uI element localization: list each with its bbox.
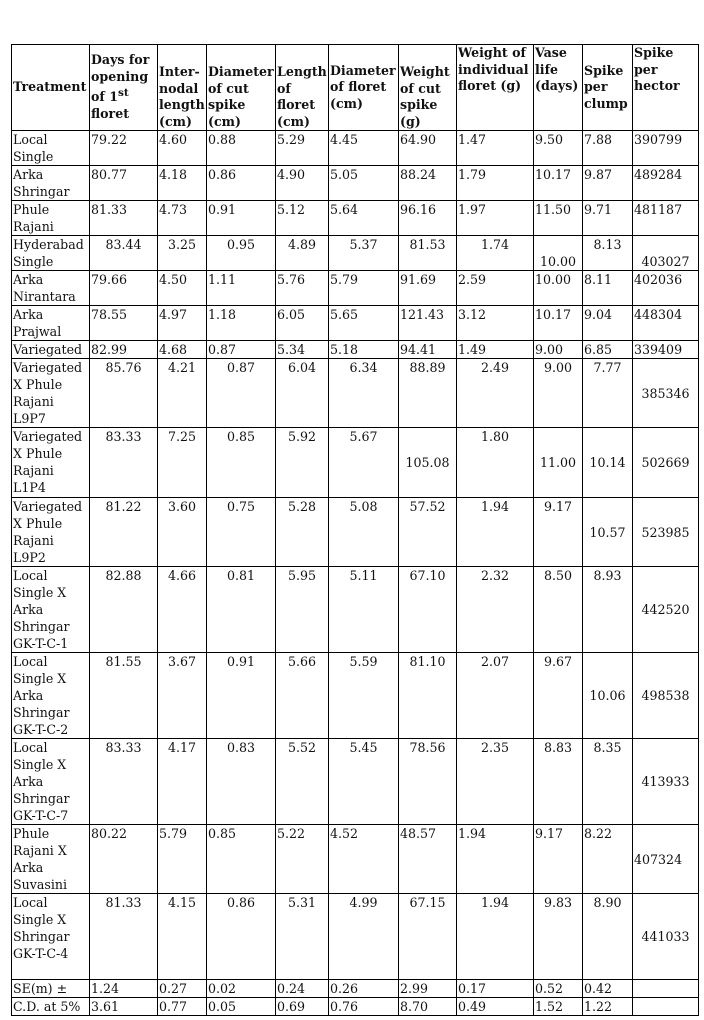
value-cell: 5.28 [276, 498, 329, 567]
value-cell: 1.97 [457, 201, 534, 236]
value-cell: 498538 [633, 653, 699, 739]
value-cell: 0.75 [207, 498, 276, 567]
value-cell: 67.10 [399, 567, 457, 653]
value-cell: 0.81 [207, 567, 276, 653]
value-cell: 8.90 [583, 894, 633, 980]
value-cell: 3.67 [158, 653, 207, 739]
treatment-cell: Arka Nirantara [12, 271, 90, 306]
value-cell: 9.83 [534, 894, 583, 980]
value-cell: 6.34 [329, 359, 399, 428]
value-cell: 5.64 [329, 201, 399, 236]
value-cell: 78.56 [399, 739, 457, 825]
value-cell: 1.24 [90, 980, 158, 998]
value-cell: 0.02 [207, 980, 276, 998]
value-cell: 9.50 [534, 131, 583, 166]
value-cell: 390799 [633, 131, 699, 166]
table-row [12, 739, 699, 825]
value-cell: 10.57 [583, 498, 633, 567]
value-cell: 0.91 [207, 653, 276, 739]
value-cell: 8.11 [583, 271, 633, 306]
value-cell: 9.67 [534, 653, 583, 739]
value-cell: 3.25 [158, 236, 207, 271]
value-cell: 5.31 [276, 894, 329, 980]
value-cell: 82.88 [90, 567, 158, 653]
value-cell: 6.85 [583, 341, 633, 359]
value-cell: 0.42 [583, 980, 633, 998]
value-cell: 1.52 [534, 998, 583, 1016]
value-cell: 407324 [633, 825, 699, 894]
treatment-cell: SE(m) ± [12, 980, 90, 998]
value-cell: 6.04 [276, 359, 329, 428]
value-cell: 9.17 [534, 825, 583, 894]
value-cell: 105.08 [399, 428, 457, 498]
treatment-cell: Arka Shringar [12, 166, 90, 201]
treatment-cell: Variegated X Phule Rajani L1P4 [12, 428, 90, 498]
value-cell: 9.04 [583, 306, 633, 341]
value-cell: 0.27 [158, 980, 207, 998]
value-cell: 5.65 [329, 306, 399, 341]
table-row [12, 131, 699, 166]
table-row [12, 271, 699, 306]
table-row [12, 567, 699, 653]
col-header-diameter-floret: Diameter of floret (cm) [329, 45, 399, 131]
value-cell: 11.50 [534, 201, 583, 236]
value-cell: 81.10 [399, 653, 457, 739]
col-header-days-opening [90, 45, 158, 131]
value-cell: 481187 [633, 201, 699, 236]
value-cell: 8.93 [583, 567, 633, 653]
value-cell: 9.17 [534, 498, 583, 567]
value-cell: 10.17 [534, 166, 583, 201]
col-header-diameter-spike: Diameter of cut spike (cm) [207, 45, 276, 131]
table-row [12, 306, 699, 341]
value-cell: 10.17 [534, 306, 583, 341]
table-row [12, 998, 699, 1016]
value-cell: 5.95 [276, 567, 329, 653]
value-cell: 10.14 [583, 428, 633, 498]
col-header-spike-clump: Spike per clump [583, 45, 633, 131]
value-cell: 5.45 [329, 739, 399, 825]
value-cell: 0.52 [534, 980, 583, 998]
value-cell: 4.73 [158, 201, 207, 236]
treatment-cell: Local Single X Shringar GK-T-C-4 [12, 894, 90, 980]
value-cell: 83.33 [90, 739, 158, 825]
table-row [12, 359, 699, 428]
col-header-vase-life: Vase life (days) [534, 45, 583, 131]
value-cell: 2.35 [457, 739, 534, 825]
value-cell: 8.35 [583, 739, 633, 825]
value-cell [633, 998, 699, 1016]
value-cell: 4.97 [158, 306, 207, 341]
value-cell: 1.11 [207, 271, 276, 306]
value-cell: 78.55 [90, 306, 158, 341]
treatment-cell: Phule Rajani [12, 201, 90, 236]
days-header-text: Days for opening of 1 [91, 52, 150, 105]
treatment-cell: C.D. at 5% [12, 998, 90, 1016]
value-cell: 441033 [633, 894, 699, 980]
value-cell: 4.60 [158, 131, 207, 166]
value-cell: 5.18 [329, 341, 399, 359]
value-cell: 0.86 [207, 894, 276, 980]
value-cell: 5.05 [329, 166, 399, 201]
value-cell: 4.66 [158, 567, 207, 653]
value-cell: 4.68 [158, 341, 207, 359]
days-header-tail: floret [91, 106, 130, 122]
value-cell: 81.22 [90, 498, 158, 567]
value-cell: 0.69 [276, 998, 329, 1016]
value-cell: 81.55 [90, 653, 158, 739]
value-cell: 8.70 [399, 998, 457, 1016]
treatment-cell: Arka Prajwal [12, 306, 90, 341]
value-cell: 4.52 [329, 825, 399, 894]
value-cell: 48.57 [399, 825, 457, 894]
col-header-treatment: Treatment [12, 45, 90, 131]
value-cell: 3.60 [158, 498, 207, 567]
value-cell: 1.47 [457, 131, 534, 166]
treatment-cell: Variegated [12, 341, 90, 359]
value-cell: 64.90 [399, 131, 457, 166]
value-cell: 88.24 [399, 166, 457, 201]
value-cell: 5.34 [276, 341, 329, 359]
value-cell: 0.95 [207, 236, 276, 271]
value-cell: 442520 [633, 567, 699, 653]
col-header-weight-floret: Weight of individual floret (g) [457, 45, 534, 131]
value-cell: 413933 [633, 739, 699, 825]
value-cell: 502669 [633, 428, 699, 498]
treatment-cell: Local Single X Arka Shringar GK-T-C-1 [12, 567, 90, 653]
value-cell: 79.66 [90, 271, 158, 306]
value-cell: 80.77 [90, 166, 158, 201]
value-cell: 79.22 [90, 131, 158, 166]
value-cell: 7.77 [583, 359, 633, 428]
value-cell: 0.87 [207, 359, 276, 428]
value-cell: 0.85 [207, 825, 276, 894]
treatment-cell: Local Single X Arka Shringar GK-T-C-7 [12, 739, 90, 825]
table-row [12, 166, 699, 201]
value-cell: 1.22 [583, 998, 633, 1016]
value-cell: 81.33 [90, 894, 158, 980]
value-cell: 10.00 [534, 271, 583, 306]
value-cell: 5.79 [329, 271, 399, 306]
value-cell: 4.90 [276, 166, 329, 201]
value-cell: 4.89 [276, 236, 329, 271]
value-cell: 2.07 [457, 653, 534, 739]
treatment-cell: Variegated X Phule Rajani L9P7 [12, 359, 90, 428]
value-cell: 5.11 [329, 567, 399, 653]
col-header-spike-hector: Spike per hector [633, 45, 699, 131]
value-cell: 523985 [633, 498, 699, 567]
value-cell: 5.22 [276, 825, 329, 894]
treatment-cell: Phule Rajani X Arka Suvasini [12, 825, 90, 894]
value-cell: 5.79 [158, 825, 207, 894]
value-cell: 83.33 [90, 428, 158, 498]
value-cell: 7.25 [158, 428, 207, 498]
value-cell: 8.50 [534, 567, 583, 653]
value-cell: 10.00 [534, 236, 583, 271]
table-row [12, 894, 699, 980]
value-cell: 8.13 [583, 236, 633, 271]
value-cell: 4.17 [158, 739, 207, 825]
value-cell: 403027 [633, 236, 699, 271]
value-cell: 5.37 [329, 236, 399, 271]
value-cell: 5.92 [276, 428, 329, 498]
value-cell: 8.22 [583, 825, 633, 894]
value-cell: 5.29 [276, 131, 329, 166]
table-row [12, 341, 699, 359]
value-cell: 57.52 [399, 498, 457, 567]
value-cell: 82.99 [90, 341, 158, 359]
value-cell: 2.59 [457, 271, 534, 306]
value-cell: 9.00 [534, 341, 583, 359]
value-cell: 0.76 [329, 998, 399, 1016]
table-row [12, 498, 699, 567]
table-row [12, 653, 699, 739]
value-cell [633, 980, 699, 998]
table-row [12, 980, 699, 998]
value-cell: 4.50 [158, 271, 207, 306]
value-cell: 88.89 [399, 359, 457, 428]
table-row [12, 428, 699, 498]
value-cell: 121.43 [399, 306, 457, 341]
value-cell: 0.77 [158, 998, 207, 1016]
value-cell: 2.99 [399, 980, 457, 998]
treatment-cell: Local Single X Arka Shringar GK-T-C-2 [12, 653, 90, 739]
value-cell: 0.05 [207, 998, 276, 1016]
value-cell: 1.94 [457, 825, 534, 894]
value-cell: 385346 [633, 359, 699, 428]
value-cell: 7.88 [583, 131, 633, 166]
value-cell: 83.44 [90, 236, 158, 271]
col-header-length-floret: Length of floret (cm) [276, 45, 329, 131]
data-table [11, 44, 699, 1016]
value-cell: 0.87 [207, 341, 276, 359]
value-cell: 2.32 [457, 567, 534, 653]
value-cell: 9.71 [583, 201, 633, 236]
value-cell: 10.06 [583, 653, 633, 739]
value-cell: 4.21 [158, 359, 207, 428]
table-row [12, 201, 699, 236]
value-cell: 5.67 [329, 428, 399, 498]
value-cell: 0.88 [207, 131, 276, 166]
value-cell: 1.49 [457, 341, 534, 359]
value-cell: 80.22 [90, 825, 158, 894]
value-cell: 5.08 [329, 498, 399, 567]
value-cell: 402036 [633, 271, 699, 306]
days-header-sup: st [117, 87, 129, 100]
value-cell: 4.15 [158, 894, 207, 980]
value-cell: 0.17 [457, 980, 534, 998]
value-cell: 3.61 [90, 998, 158, 1016]
value-cell: 4.99 [329, 894, 399, 980]
value-cell: 4.18 [158, 166, 207, 201]
value-cell: 0.49 [457, 998, 534, 1016]
value-cell: 0.83 [207, 739, 276, 825]
value-cell: 9.00 [534, 359, 583, 428]
value-cell: 1.94 [457, 894, 534, 980]
value-cell: 5.12 [276, 201, 329, 236]
value-cell: 1.18 [207, 306, 276, 341]
value-cell: 67.15 [399, 894, 457, 980]
table-row [12, 236, 699, 271]
value-cell: 0.26 [329, 980, 399, 998]
value-cell: 94.41 [399, 341, 457, 359]
treatment-cell: Hyderabad Single [12, 236, 90, 271]
value-cell: 0.86 [207, 166, 276, 201]
value-cell: 91.69 [399, 271, 457, 306]
value-cell: 0.24 [276, 980, 329, 998]
col-header-weight-spike: Weight of cut spike (g) [399, 45, 457, 131]
value-cell: 5.59 [329, 653, 399, 739]
value-cell: 0.85 [207, 428, 276, 498]
value-cell: 4.45 [329, 131, 399, 166]
value-cell: 1.79 [457, 166, 534, 201]
col-header-internodal: Inter- nodal length (cm) [158, 45, 207, 131]
value-cell: 3.12 [457, 306, 534, 341]
value-cell: 6.05 [276, 306, 329, 341]
value-cell: 2.49 [457, 359, 534, 428]
value-cell: 96.16 [399, 201, 457, 236]
treatment-cell: Local Single [12, 131, 90, 166]
value-cell: 11.00 [534, 428, 583, 498]
value-cell: 1.74 [457, 236, 534, 271]
value-cell: 9.87 [583, 166, 633, 201]
value-cell: 1.80 [457, 428, 534, 498]
value-cell: 8.83 [534, 739, 583, 825]
value-cell: 85.76 [90, 359, 158, 428]
value-cell: 81.33 [90, 201, 158, 236]
value-cell: 5.76 [276, 271, 329, 306]
value-cell: 0.91 [207, 201, 276, 236]
value-cell: 1.94 [457, 498, 534, 567]
header-row [12, 45, 699, 131]
treatment-cell: Variegated X Phule Rajani L9P2 [12, 498, 90, 567]
value-cell: 5.66 [276, 653, 329, 739]
value-cell: 81.53 [399, 236, 457, 271]
value-cell: 489284 [633, 166, 699, 201]
value-cell: 448304 [633, 306, 699, 341]
value-cell: 339409 [633, 341, 699, 359]
table-row [12, 825, 699, 894]
value-cell: 5.52 [276, 739, 329, 825]
